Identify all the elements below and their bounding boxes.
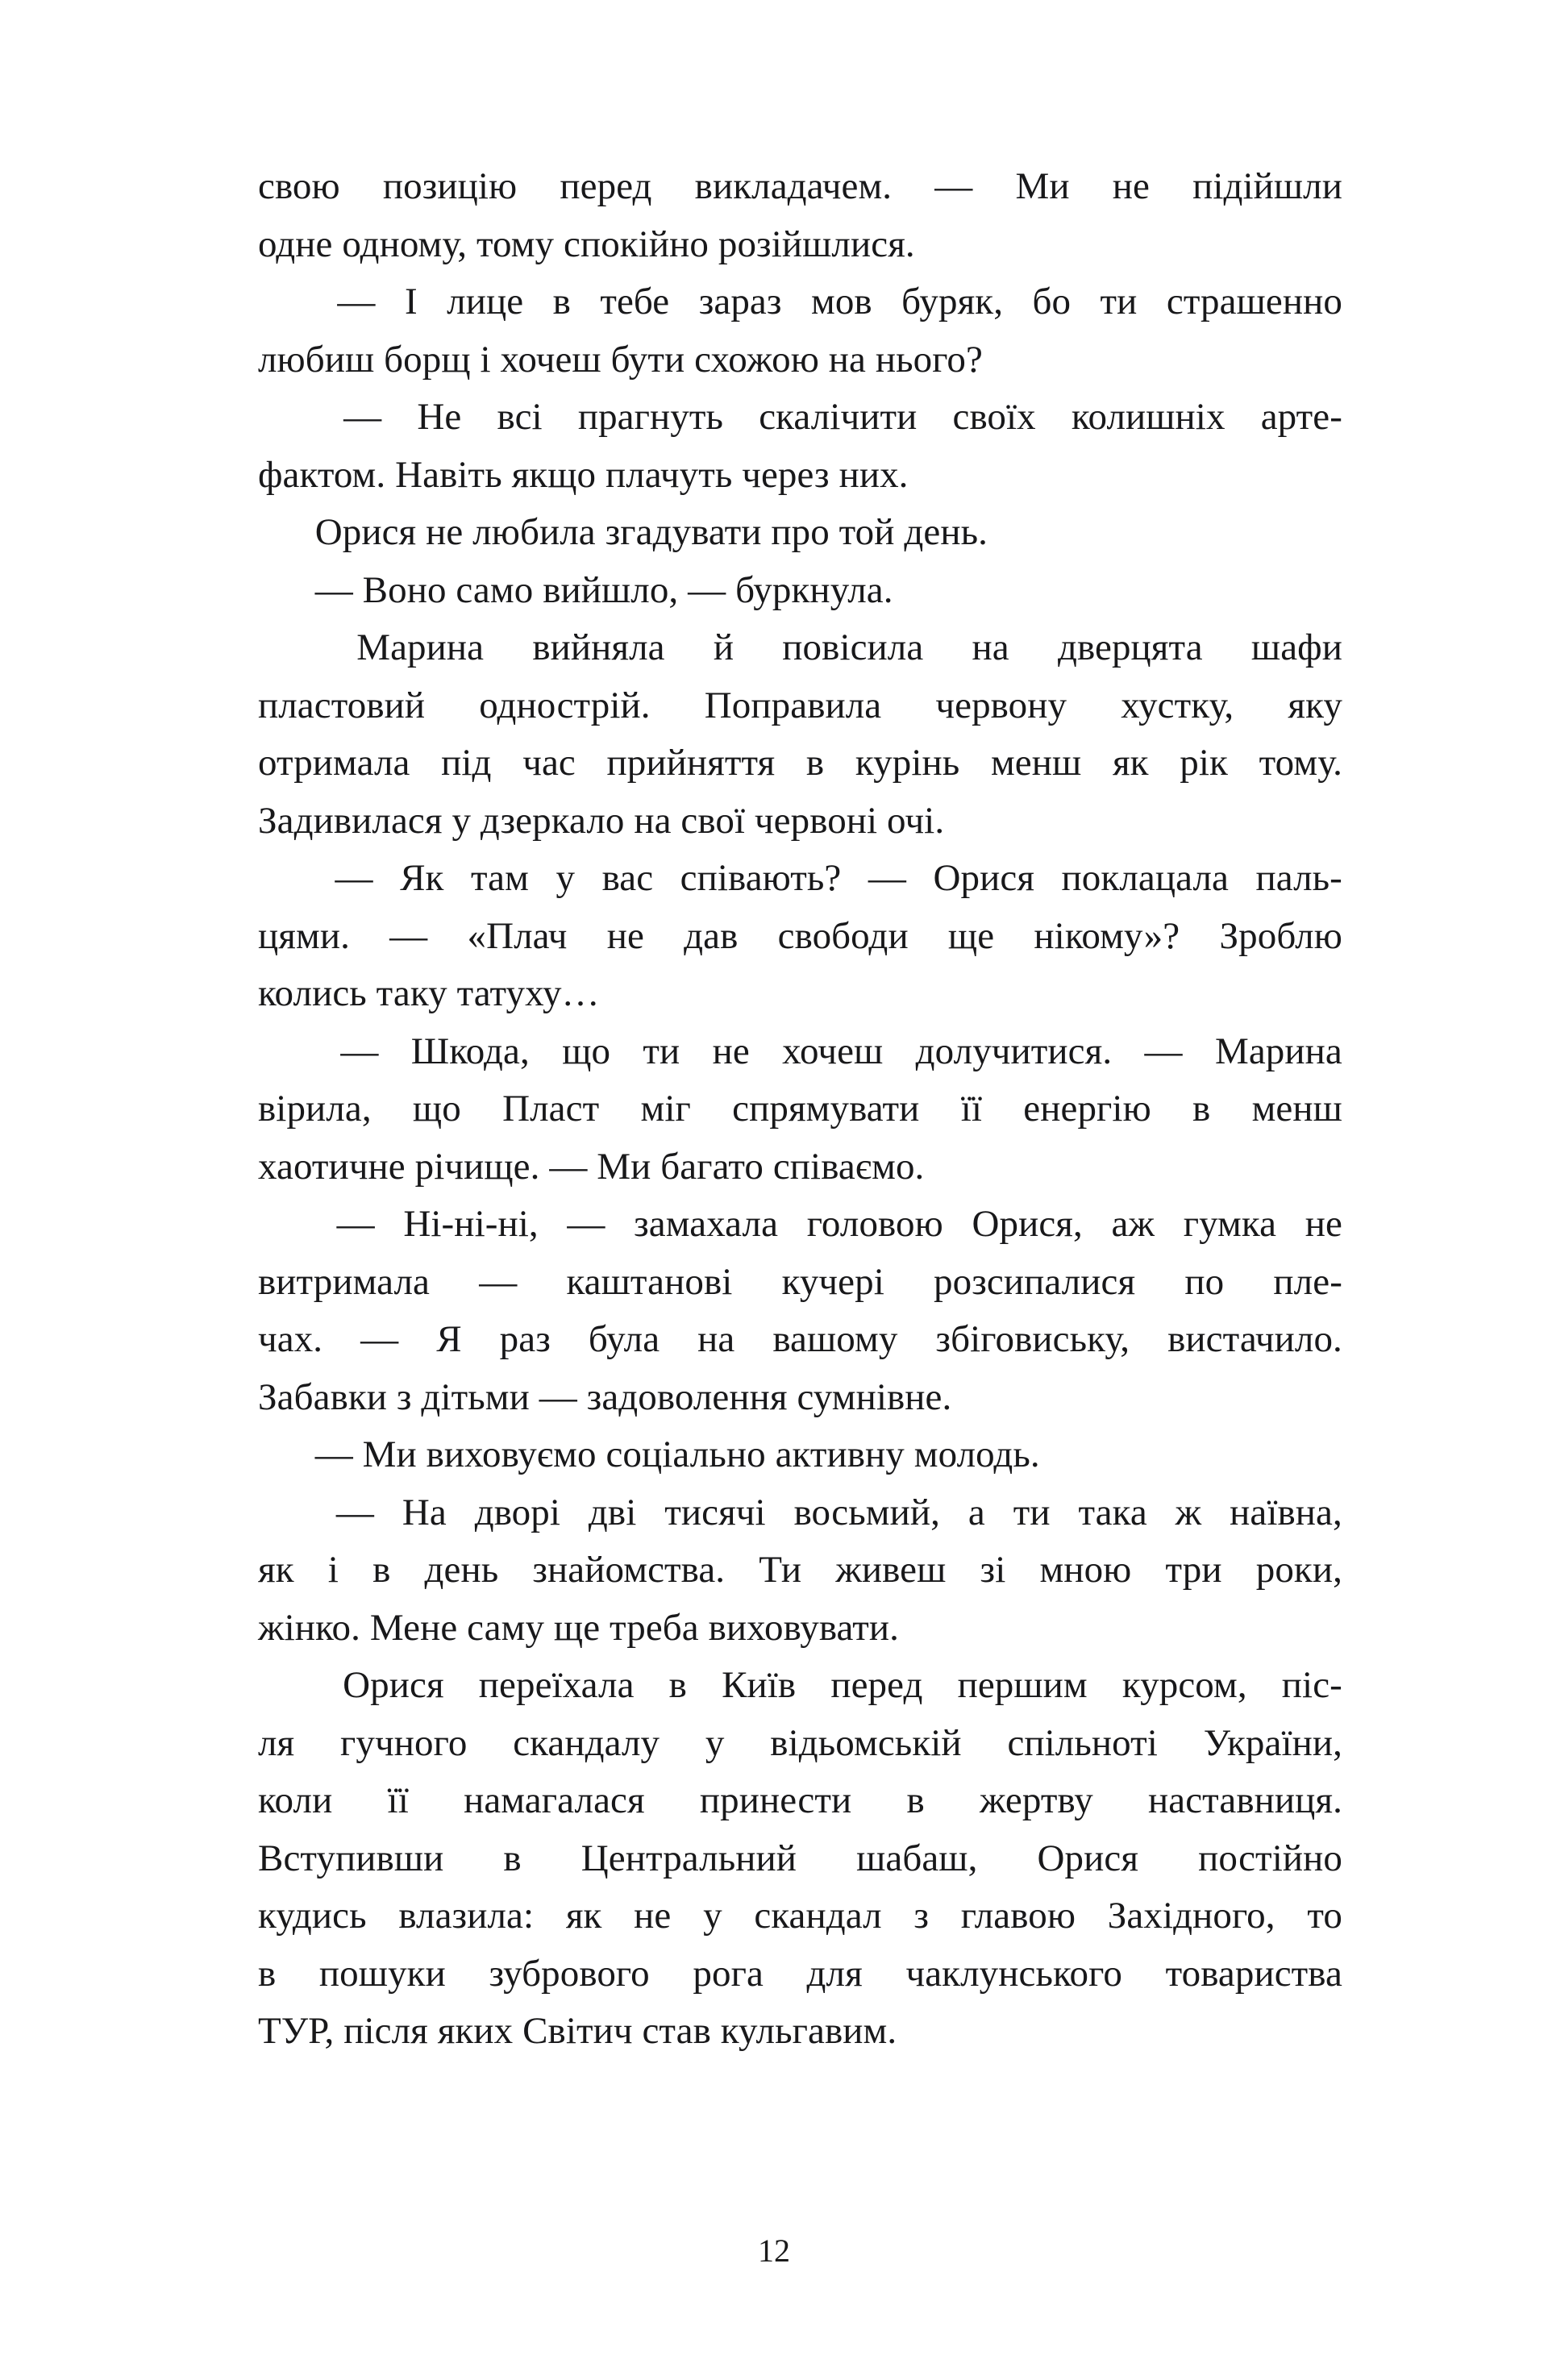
word: тому. — [1259, 742, 1342, 784]
word: принести — [699, 1779, 852, 1821]
word: ля — [258, 1721, 295, 1764]
word: не — [712, 1030, 750, 1072]
word: по — [1184, 1260, 1225, 1303]
word: червону — [935, 684, 1067, 726]
word: у — [703, 1895, 722, 1937]
word: — — [343, 396, 382, 438]
word: Орися — [933, 857, 1035, 899]
word: три — [1165, 1549, 1222, 1591]
word: На — [402, 1491, 447, 1533]
word: всі — [497, 396, 543, 438]
word: не — [1305, 1203, 1342, 1245]
word: України, — [1203, 1721, 1342, 1764]
text-line — [258, 1023, 1342, 1081]
word: головою — [806, 1203, 943, 1245]
word: з — [913, 1895, 930, 1937]
word: своїх — [952, 396, 1036, 438]
text-line: Орися не любила згадувати про той день. — [258, 511, 988, 553]
word: що — [562, 1030, 611, 1072]
word: однострій. — [479, 684, 651, 726]
word: цями. — [258, 914, 350, 957]
word: отримала — [258, 742, 410, 784]
word: менш — [990, 742, 1082, 784]
word: то — [1307, 1895, 1342, 1937]
word: аж — [1111, 1203, 1155, 1245]
word: шафи — [1250, 626, 1342, 668]
word: гумка — [1183, 1203, 1277, 1245]
word: хустку, — [1121, 684, 1234, 726]
word: тисячі — [664, 1491, 766, 1533]
word: дав — [684, 914, 739, 957]
word: вистачило. — [1167, 1318, 1342, 1360]
word: мов — [810, 281, 872, 322]
word: раз — [499, 1318, 551, 1360]
word: живеш — [835, 1549, 947, 1591]
word: «Плач — [467, 914, 568, 957]
word: вас — [601, 857, 654, 899]
word: скандалу — [513, 1721, 660, 1764]
word: й — [713, 626, 734, 668]
word: влазила: — [398, 1895, 535, 1937]
word: на — [972, 626, 1009, 668]
word: в — [258, 1952, 277, 1995]
word: колишніх — [1071, 396, 1226, 438]
word: рога — [693, 1952, 764, 1995]
word: у — [556, 857, 576, 899]
text-line — [258, 1772, 1342, 1830]
word: мною — [1039, 1549, 1132, 1591]
text-line — [258, 1945, 1342, 2003]
word: спільноті — [1007, 1721, 1158, 1764]
word: нікому»? — [1034, 914, 1180, 957]
text-line — [258, 1887, 1342, 1945]
paragraph — [258, 1196, 1342, 1426]
word: зубрового — [489, 1952, 650, 1995]
text-line: хаотичне річище. — Ми багато співаємо. — [258, 1145, 925, 1188]
word: бо — [1032, 281, 1072, 322]
word: в — [668, 1664, 687, 1706]
word: коли — [258, 1779, 333, 1821]
word: в — [552, 281, 571, 322]
word: в — [1192, 1088, 1211, 1130]
word: вашому — [772, 1318, 898, 1360]
word: вийняла — [532, 626, 665, 668]
word: в — [906, 1779, 925, 1821]
paragraph — [258, 273, 1342, 389]
word: позицію — [382, 165, 518, 207]
word: енергію — [1023, 1088, 1151, 1130]
word: пле- — [1273, 1260, 1342, 1303]
word: — — [335, 857, 373, 899]
text-line — [258, 1715, 1342, 1773]
word: у — [705, 1721, 725, 1764]
word: — — [479, 1260, 518, 1303]
word: Пласт — [502, 1088, 600, 1130]
word: жертву — [979, 1779, 1093, 1821]
text-line — [258, 389, 1342, 447]
word: Я — [436, 1318, 462, 1360]
text-line — [258, 734, 1342, 793]
word: що — [412, 1088, 461, 1130]
text-line — [258, 677, 1342, 735]
word: Шкода, — [410, 1030, 530, 1072]
word: під — [441, 742, 492, 784]
word: збіговиську, — [935, 1318, 1130, 1360]
word: її — [960, 1088, 983, 1130]
word: намагалася — [464, 1779, 645, 1821]
word: співають? — [680, 857, 842, 899]
word: чаклунського — [905, 1952, 1122, 1995]
page-text-block — [258, 158, 1342, 2061]
word: курінь — [855, 742, 960, 784]
word: Не — [417, 396, 462, 438]
word: — — [337, 281, 376, 322]
word: каштанові — [566, 1260, 733, 1303]
word: восьмий, — [793, 1491, 940, 1533]
word: — — [934, 165, 973, 207]
text-line — [258, 1484, 1342, 1542]
word: спрямувати — [732, 1088, 920, 1130]
word: ти — [643, 1030, 680, 1072]
word: дверцята — [1057, 626, 1203, 668]
word: свою — [258, 165, 340, 207]
word: вірила, — [258, 1088, 372, 1130]
word: чах. — [258, 1318, 323, 1360]
word: перед — [560, 165, 652, 207]
word: буряк, — [901, 281, 1004, 322]
text-line: одне одному, тому спокійно розійшлися. — [258, 223, 915, 265]
paragraph-indent — [258, 850, 308, 908]
paragraph — [258, 158, 1342, 273]
word: постійно — [1198, 1837, 1342, 1879]
word: Орися — [1037, 1837, 1139, 1879]
word: там — [470, 857, 529, 899]
text-line — [258, 908, 1342, 966]
text-line: фактом. Навіть якщо плачуть через них. — [258, 453, 909, 496]
text-line: любиш борщ і хочеш бути схожою на нього? — [258, 338, 983, 381]
word: викладачем. — [694, 165, 893, 207]
word: — — [389, 914, 428, 957]
word: менш — [1251, 1088, 1342, 1130]
word: знайомства. — [532, 1549, 726, 1591]
text-line — [258, 1311, 1342, 1369]
word: повісила — [782, 626, 924, 668]
word: — — [340, 1030, 379, 1072]
word: курсом, — [1121, 1664, 1247, 1706]
word: Київ — [722, 1664, 797, 1706]
word: дві — [588, 1491, 637, 1533]
word: підійшли — [1192, 165, 1342, 207]
word: Центральний — [580, 1837, 797, 1879]
word: дворі — [474, 1491, 561, 1533]
word: не — [634, 1895, 672, 1937]
word: і — [327, 1549, 339, 1591]
word: в — [503, 1837, 522, 1879]
paragraph — [258, 1023, 1342, 1196]
word: кучері — [781, 1260, 884, 1303]
word: Ти — [759, 1549, 802, 1591]
paragraph-indent — [258, 1484, 308, 1542]
word: товариства — [1165, 1952, 1342, 1995]
paragraph — [258, 389, 1342, 504]
word: наставниця. — [1148, 1779, 1342, 1821]
word: міг — [640, 1088, 691, 1130]
word: не — [606, 914, 644, 957]
word: в — [372, 1549, 391, 1591]
word: пошуки — [318, 1952, 446, 1995]
word: відьомській — [770, 1721, 962, 1764]
word: І — [404, 281, 418, 322]
word: свободи — [777, 914, 909, 957]
text-line — [258, 1196, 1342, 1254]
word: поклацала — [1061, 857, 1229, 899]
text-line — [258, 1830, 1342, 1888]
text-line — [258, 158, 1342, 216]
word: як — [565, 1895, 602, 1937]
paragraph — [258, 1426, 1342, 1484]
word: витримала — [258, 1260, 431, 1303]
word: наївна, — [1230, 1491, 1342, 1533]
word: першим — [957, 1664, 1088, 1706]
word: хочеш — [782, 1030, 884, 1072]
text-line — [258, 850, 1342, 908]
text-line: ТУР, після яких Світич став кульгавим. — [258, 2010, 897, 2052]
word: арте- — [1260, 396, 1342, 438]
text-line: — Ми виховуємо соціально активну молодь. — [258, 1433, 1040, 1475]
word: розсипалися — [934, 1260, 1136, 1303]
paragraph — [258, 1657, 1342, 2061]
word: скандал — [754, 1895, 882, 1937]
text-line — [258, 273, 1342, 331]
word: — — [567, 1203, 605, 1245]
word: главою — [960, 1895, 1076, 1937]
word: рік — [1180, 742, 1228, 784]
word: на — [697, 1318, 735, 1360]
word: лице — [447, 281, 524, 322]
word: яку — [1288, 684, 1342, 726]
paragraph-indent — [258, 1657, 308, 1715]
word: — — [868, 857, 906, 899]
word: переїхала — [478, 1664, 635, 1706]
text-line — [258, 1542, 1342, 1600]
word: долучитися. — [915, 1030, 1113, 1072]
word: Західного, — [1107, 1895, 1275, 1937]
word: страшенно — [1166, 281, 1342, 322]
word: паль- — [1255, 857, 1342, 899]
paragraph-indent — [258, 273, 308, 331]
word: не — [1112, 165, 1150, 207]
word: кудись — [258, 1895, 367, 1937]
word: замахала — [634, 1203, 779, 1245]
word: її — [387, 1779, 409, 1821]
word: роки, — [1255, 1549, 1342, 1591]
word: — — [336, 1203, 375, 1245]
word: а — [968, 1491, 985, 1533]
word: перед — [830, 1664, 923, 1706]
text-line — [258, 1080, 1342, 1138]
word: — — [360, 1318, 399, 1360]
word: як — [1112, 742, 1149, 784]
word: тебе — [600, 281, 670, 322]
word: була — [588, 1318, 660, 1360]
word: в — [805, 742, 825, 784]
word: піс- — [1281, 1664, 1342, 1706]
word: ж — [1175, 1491, 1202, 1533]
word: зараз — [698, 281, 782, 322]
page-number: 12 — [758, 2232, 790, 2269]
paragraph — [258, 504, 1342, 562]
word: Ми — [1015, 165, 1070, 207]
paragraph-indent — [258, 1196, 308, 1254]
word: ти — [1013, 1491, 1051, 1533]
word: скалічити — [759, 396, 918, 438]
paragraph — [258, 850, 1342, 1023]
text-line: колись таку татуху… — [258, 972, 600, 1014]
text-line: Забавки з дітьми — задоволення сумнівне. — [258, 1375, 952, 1418]
word: така — [1078, 1491, 1147, 1533]
text-line: — Воно само вийшло, — буркнула. — [258, 568, 893, 611]
word: Марина — [1214, 1030, 1342, 1072]
word: Марина — [356, 626, 485, 668]
word: прийняття — [606, 742, 776, 784]
paragraph-indent — [258, 1023, 308, 1081]
word: час — [522, 742, 576, 784]
text-line: жінко. Мене саму ще треба виховувати. — [258, 1606, 900, 1649]
word: гучного — [340, 1721, 468, 1764]
word: ти — [1100, 281, 1138, 322]
word: Ні-ні-ні, — [403, 1203, 539, 1245]
paragraph — [258, 619, 1342, 850]
paragraph-indent — [258, 619, 308, 677]
word: для — [806, 1952, 863, 1995]
text-line — [258, 1657, 1342, 1715]
word: ще — [947, 914, 995, 957]
word: пластовий — [258, 684, 426, 726]
word: прагнуть — [577, 396, 724, 438]
word: Орися — [343, 1664, 444, 1706]
word: день — [424, 1549, 499, 1591]
paragraph — [258, 562, 1342, 620]
word: — — [1144, 1030, 1183, 1072]
word: Поправила — [704, 684, 882, 726]
word: шабаш, — [856, 1837, 978, 1879]
word: Орися, — [972, 1203, 1083, 1245]
text-line: Задивилася у дзеркало на свої червоні очі. — [258, 799, 945, 842]
text-line — [258, 619, 1342, 677]
word: Вступивши — [258, 1837, 444, 1879]
text-line — [258, 1254, 1342, 1312]
paragraph — [258, 1484, 1342, 1658]
word: Як — [400, 857, 444, 899]
paragraph-indent — [258, 389, 308, 447]
word: Зроблю — [1219, 914, 1342, 957]
word: як — [258, 1549, 294, 1591]
word: — — [335, 1491, 374, 1533]
word: зі — [980, 1549, 1006, 1591]
